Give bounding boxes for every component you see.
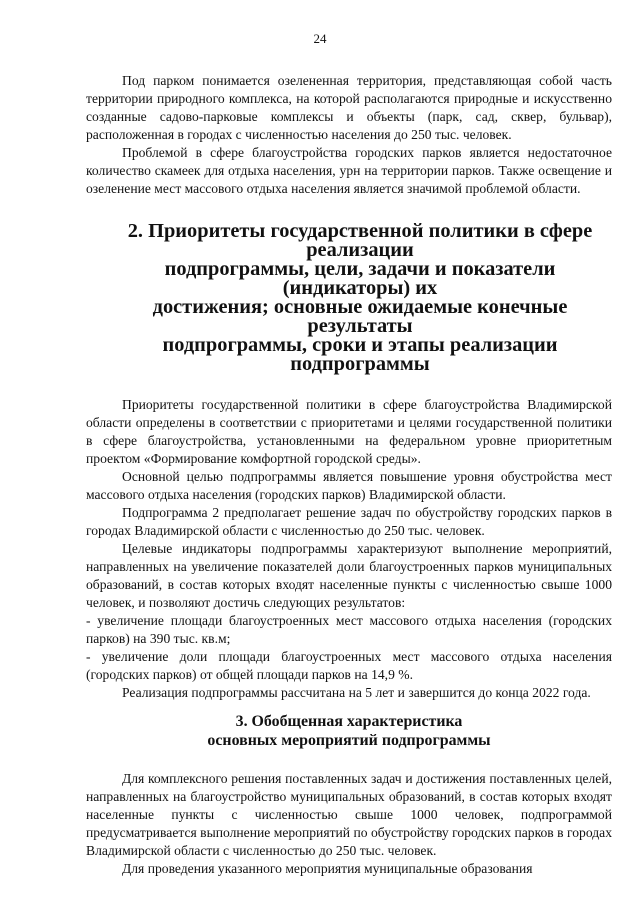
page-number: 24 [313, 31, 327, 46]
section-2-heading-line: подпрограммы, сроки и этапы реализации подпрограммы [162, 334, 558, 375]
section-2-heading-line: подпрограммы, цели, задачи и показатели (индикаторы) их [164, 258, 556, 299]
section-2-heading [86, 222, 612, 374]
section-3-paragraph-1: Для комплексного решения поставленных задач и достижения поставленных целей, направленных на благоустройство муниципальных образований, в состав которых входят населенные пункты с численностью свыше 1000 человек, подпрограммой предусматривается выполнение мероприятий по обустройству городских парков в городах Владимирской области с численностью до 250 тыс. человек. [86, 771, 612, 858]
section-2-paragraph-3: Подпрограмма 2 предполагает решение задач по обустройству городских парков в городах Владимирской области с численностью до 250 тыс. человек. [86, 505, 612, 538]
intro-paragraph-2: Проблемой в сфере благоустройства городских парков является недостаточное количество скамеек для отдыха населения, урн на территории парков. Также освещение и озеленение мест массового отдыха населения является значимой проблемой области. [86, 145, 612, 196]
result-list-item-2: - увеличение доли площади благоустроенных мест массового отдыха населения (городских парков) от общей площади парков на 14,9 %. [86, 649, 612, 682]
section-2-paragraph-2: Основной целью подпрограммы является повышение уровня обустройства мест массового отдыха населения (городских парков) Владимирской области. [86, 469, 612, 502]
section-3-heading [86, 712, 612, 750]
section-3-paragraph-2: Для проведения указанного мероприятия муниципальные образования [122, 861, 533, 876]
result-list-item-1: - увеличение площади благоустроенных мест массового отдыха населения (городских парков) на 390 тыс. кв.м; [86, 613, 612, 646]
section-2-closing-paragraph: Реализация подпрограммы рассчитана на 5 лет и завершится до конца 2022 года. [122, 685, 591, 700]
section-2-paragraph-4: Целевые индикаторы подпрограммы характеризуют выполнение мероприятий, направленных на увеличение показателей доли благоустроенных парков муниципальных образований, в состав которых входят населенные пункты с численностью свыше 1000 человек, и позволяют достичь следующих результатов: [86, 541, 612, 610]
section-3-heading-line: основных мероприятий подпрограммы [207, 732, 491, 749]
document-body [86, 72, 612, 878]
section-2-heading-line: 2. Приоритеты государственной политики в сфере реализации [127, 220, 593, 261]
intro-paragraph-1: Под парком понимается озелененная территория, представляющая собой часть территории природного комплекса, на которой располагаются природные и искусственно созданные садово-парковые комплексы и объекты (парк, сад, сквер, бульвар), расположенная в городах с численностью населения до 250 тыс. человек. [86, 73, 612, 142]
section-2-heading-line: достижения; основные ожидаемые конечные результаты [152, 296, 568, 337]
section-2-paragraph-1: Приоритеты государственной политики в сфере благоустройства Владимирской области определены в соответствии с приоритетами и целями государственной политики в сфере благоустройства, установленными на федеральном уровне приоритетным проектом «Формирование комфортной городской среды». [86, 397, 612, 466]
section-3-heading-line: 3. Обобщенная характеристика [235, 713, 463, 730]
